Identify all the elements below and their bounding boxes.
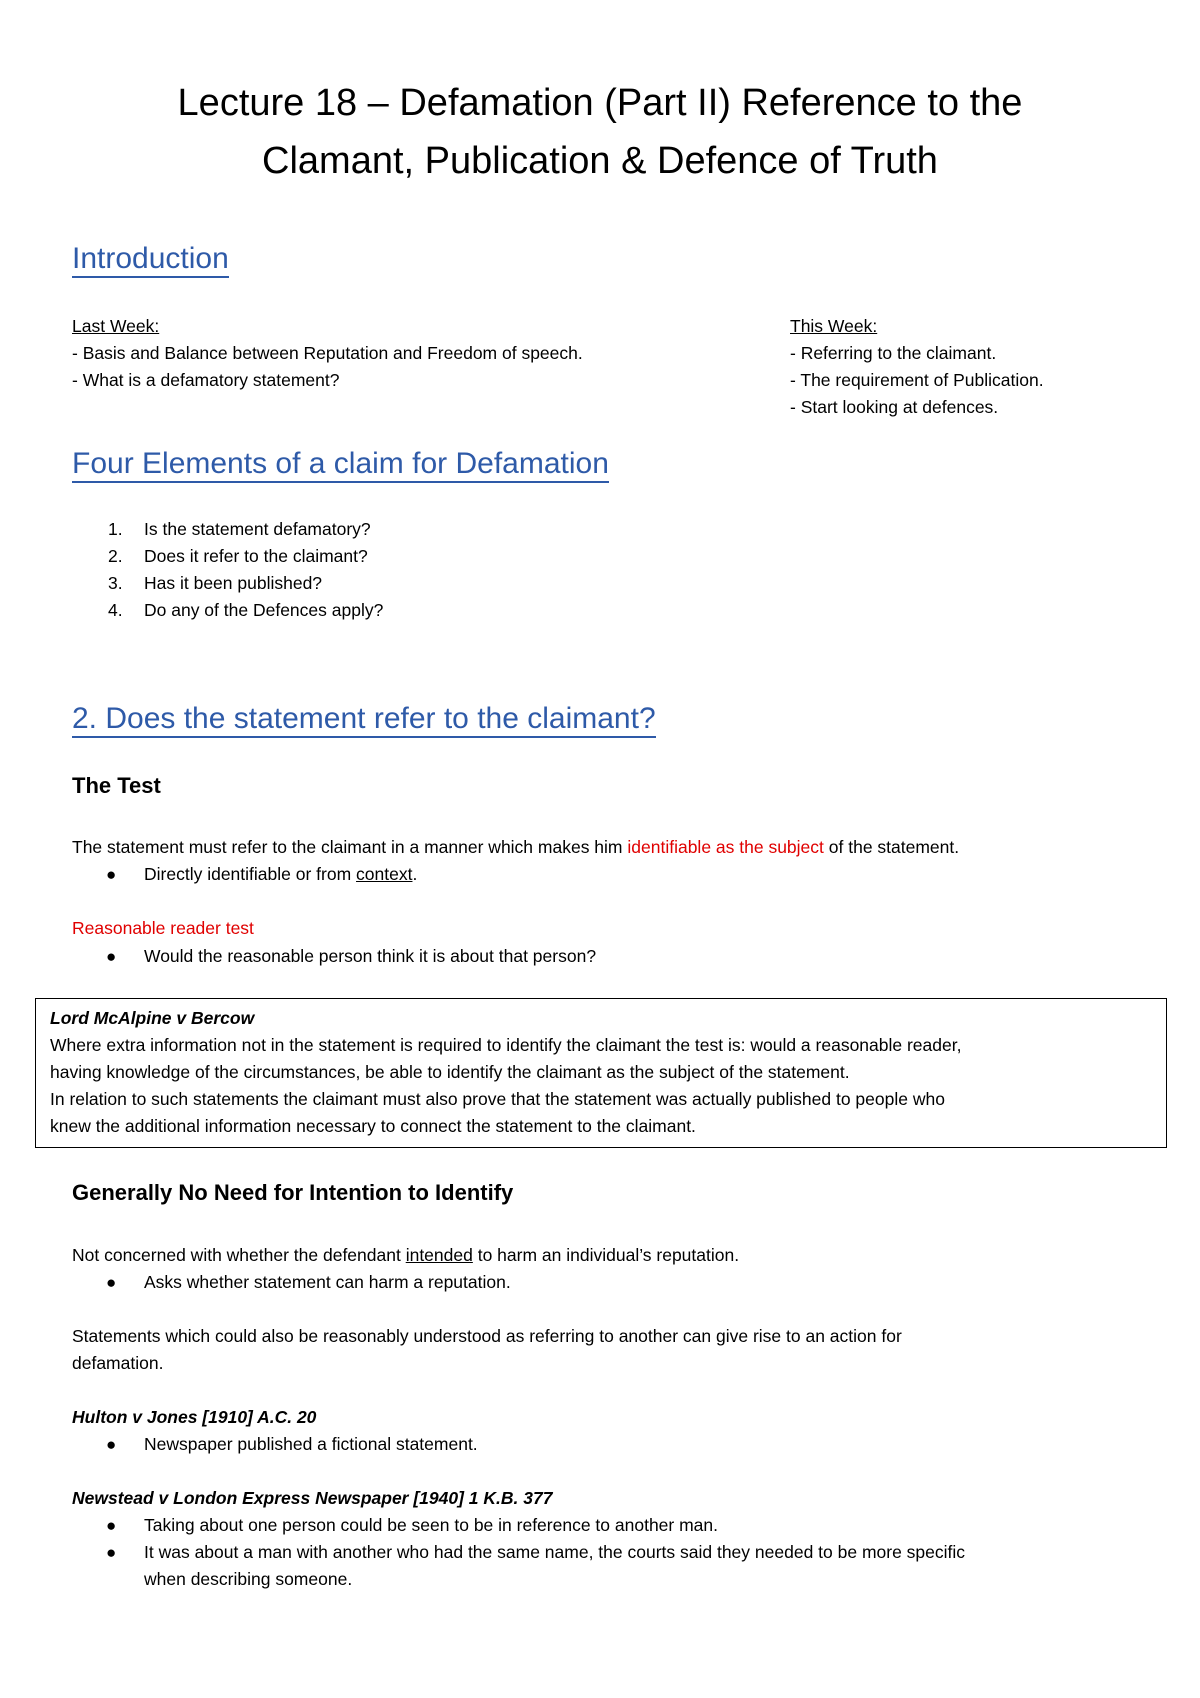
bullet-item: ● It was about a man with another who had the same name, the courts said they needed to be more specific when describing someone. (0, 1539, 1200, 1593)
intention-paragraph: Not concerned with whether the defendant intended to harm an individual’s reputation. (72, 1245, 740, 1265)
this-week-label: This Week: (790, 316, 878, 336)
case-box-line: Where extra information not in the statement is required to identify the claimant the test is: would a reasonable reader, (50, 1035, 962, 1055)
list-number: 2. (108, 546, 123, 566)
case-name: Newstead v London Express Newspaper [1940] 1 K.B. 377 (72, 1488, 553, 1508)
bullet-item: ● Directly identifiable or from context. (0, 861, 1200, 888)
case-box-line: having knowledge of the circumstances, be able to identify the claimant as the subject of the statement. (50, 1062, 850, 1082)
list-number: 3. (108, 573, 123, 593)
case-name: Hulton v Jones [1910] A.C. 20 (72, 1407, 317, 1427)
list-text: Does it refer to the claimant? (144, 546, 368, 566)
reasonable-reader-heading: Reasonable reader test (72, 918, 254, 938)
last-week-label: Last Week: (72, 316, 160, 336)
test-heading: The Test (72, 773, 161, 798)
test-paragraph: The statement must refer to the claimant in a manner which makes him identifiable as the subject of the statement. (72, 837, 960, 857)
bullet-icon: ● (106, 1273, 117, 1292)
case-name: Lord McAlpine v Bercow (50, 1008, 255, 1028)
bullet-icon: ● (106, 1543, 117, 1562)
list-number: 4. (108, 600, 123, 620)
title-line-2: Clamant, Publication & Defence of Truth (262, 140, 938, 182)
bullet-item: ● Taking about one person could be seen to be in reference to another man. (0, 1512, 1200, 1539)
bullet-icon: ● (106, 1435, 117, 1454)
intention-paragraph-2: Statements which could also be reasonably understood as referring to another can give rise to an action for defamation. (72, 1326, 902, 1373)
bullet-item: ● Would the reasonable person think it is about that person? (0, 943, 1200, 970)
this-week-item: - Referring to the claimant. (790, 343, 997, 363)
last-week-section (72, 313, 583, 394)
bullet-icon: ● (106, 1516, 117, 1535)
list-text: Do any of the Defences apply? (144, 600, 384, 620)
last-week-item: - What is a defamatory statement? (72, 370, 340, 390)
this-week-item: - The requirement of Publication. (790, 370, 1044, 390)
this-week-section (790, 313, 1044, 421)
title-line-1: Lecture 18 – Defamation (Part II) Reference to the (177, 82, 1023, 124)
document-title (0, 74, 1200, 190)
bullet-item: ● Asks whether statement can harm a reputation. (0, 1269, 1200, 1296)
bullet-icon: ● (106, 947, 117, 966)
case-box-line: In relation to such statements the claimant must also prove that the statement was actually published to people who (50, 1089, 945, 1109)
case-box-content (50, 1005, 1160, 1140)
introduction-heading: Introduction (72, 242, 229, 276)
intention-heading: Generally No Need for Intention to Identify (72, 1180, 514, 1205)
highlight-text: identifiable as the subject (627, 837, 824, 857)
list-text: Has it been published? (144, 573, 323, 593)
refer-heading: 2. Does the statement refer to the claimant? (72, 702, 656, 736)
four-elements-heading: Four Elements of a claim for Defamation (72, 447, 609, 481)
bullet-icon: ● (106, 865, 117, 884)
elements-list (0, 516, 1200, 626)
case-box-line: knew the additional information necessary to connect the statement to the claimant. (50, 1116, 696, 1136)
bullet-item: ● Newspaper published a fictional statement. (0, 1431, 1200, 1458)
list-number: 1. (108, 519, 123, 539)
last-week-item: - Basis and Balance between Reputation and Freedom of speech. (72, 343, 583, 363)
list-text: Is the statement defamatory? (144, 519, 371, 539)
this-week-item: - Start looking at defences. (790, 397, 999, 417)
